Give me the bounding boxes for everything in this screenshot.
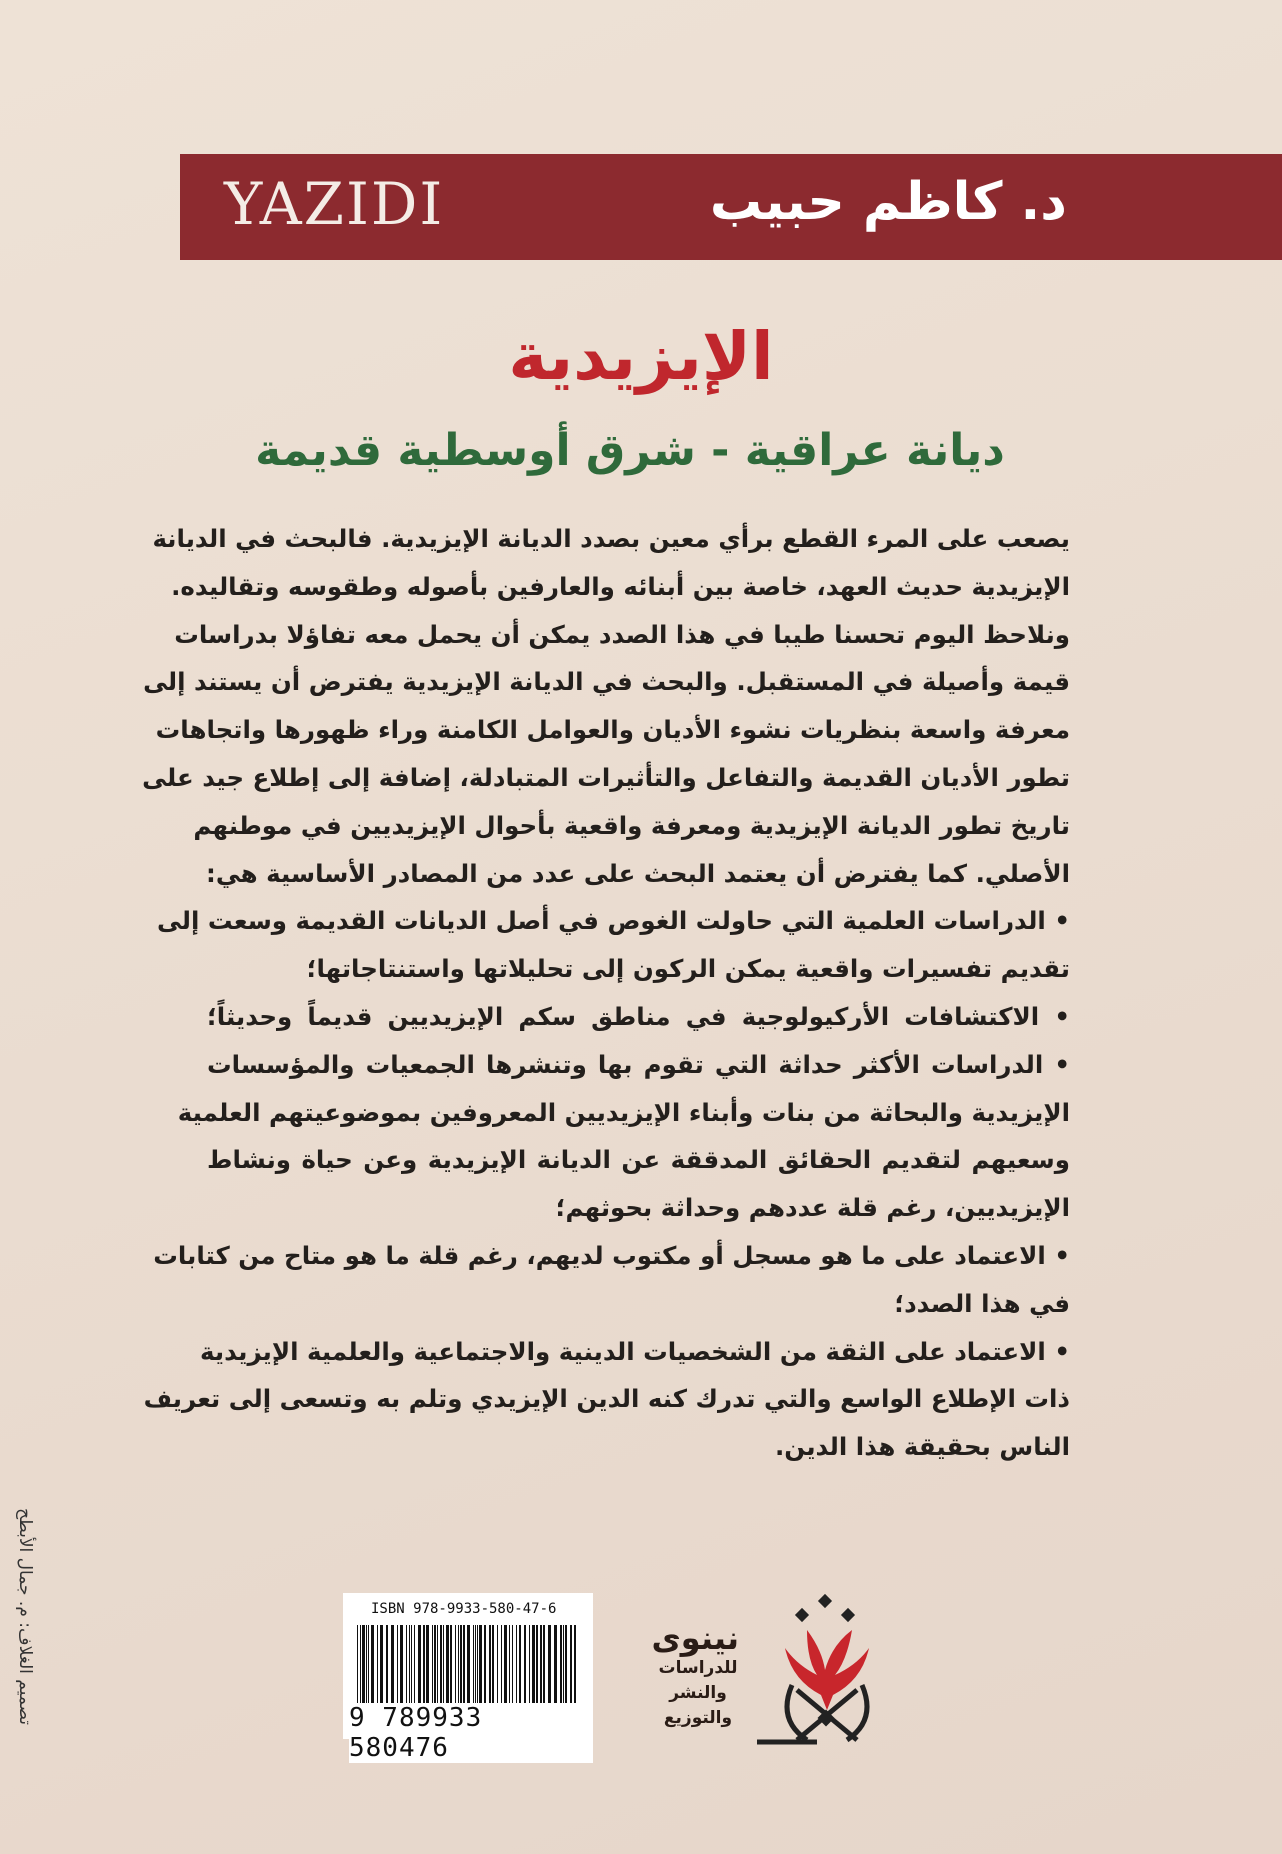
barcode-bar [574,1625,576,1713]
barcode-bar [524,1625,526,1713]
barcode-bar [440,1625,442,1713]
blurb-line: • الاكتشافات الأركيولوجية في مناطق سكم الإيزيديين قديماً وحديثاً؛ [207,1001,1070,1031]
blurb-line: في هذا الصدد؛ [894,1288,1070,1318]
barcode-bar [554,1625,557,1713]
barcode-bar [423,1625,425,1713]
barcode-bar [501,1625,502,1713]
barcode-bar [357,1625,358,1713]
barcode-bar [455,1625,456,1713]
barcode-bar [386,1625,388,1713]
barcode-bar [437,1625,438,1713]
barcode-bar [548,1625,551,1713]
barcode-bar [368,1625,369,1713]
book-subtitle: ديانة عراقية - شرق أوسطية قديمة [255,425,1005,476]
barcode-bar [543,1625,545,1713]
blurb-line: • الدراسات الأكثر حداثة التي تقوم بها وتنشرها الجمعيات والمؤسسات [207,1049,1070,1079]
publisher-line-3: والتوزيع [663,1708,733,1728]
book-title: الإيزيدية [508,318,774,395]
barcode-bar [467,1625,470,1713]
barcode-bar [458,1625,459,1713]
barcode-bar [460,1625,462,1713]
barcode-bar [473,1625,474,1713]
barcode-bar [504,1625,507,1713]
barcode-bar [426,1625,429,1713]
barcode-bar [450,1625,452,1713]
barcode-bar [371,1625,374,1713]
barcode-bar [489,1625,491,1713]
barcode-bar [529,1625,530,1713]
barcode-bar [377,1625,378,1713]
blurb-line: • الدراسات العلمية التي حاولت الغوص في أصل الديانات القديمة وسعت إلى [157,906,1070,936]
barcode-bar [570,1625,572,1713]
barcode-bar [434,1625,436,1713]
barcode-bar [411,1625,412,1713]
barcode-bar [406,1625,407,1713]
barcode-bar [512,1625,513,1713]
blurb-line: تطور الأديان القديمة والتفاعل والتأثيرات المتبادلة، إضافة إلى إطلاع جيد على [142,762,1070,792]
blurb-line: • الاعتماد على الثقة من الشخصيات الدينية والاجتماعية والعلمية الإيزيدية [200,1336,1070,1366]
barcode-bar [443,1625,444,1713]
blurb-line: قيمة وأصيلة في المستقبل. والبحث في الديانة الإيزيدية يفترض أن يستند إلى [143,667,1070,697]
barcode-bar [479,1625,482,1713]
blurb-line: ذات الإطلاع الواسع والتي تدرك كنه الدين الإيزيدي وتلم به وتسعى إلى تعريف [143,1384,1070,1414]
barcode-bar [475,1625,476,1713]
blurb-line: ونلاحظ اليوم تحسنا طيبا في هذا الصدد يمكن أن يحمل معه تفاؤلا بدراسات [174,619,1070,649]
barcode-bar [463,1625,465,1713]
barcode-bar [446,1625,449,1713]
blurb-line: وسعيهم لتقديم الحقائق المدققة عن الديانة الإيزيدية وعن حياة ونشاط [207,1145,1070,1175]
title-banner [180,154,1282,260]
barcode-bar [414,1625,415,1713]
latin-title: YAZIDI [224,170,445,238]
isbn-barcode [343,1593,593,1763]
blurb-line: • الاعتماد على ما هو مسجل أو مكتوب لديهم، رغم قلة ما هو متاح من كتابات [153,1240,1070,1270]
barcode-bar [492,1625,494,1713]
isbn-label: ISBN 978-9933-580-47-6 [371,1601,557,1617]
barcode-bar [560,1625,562,1713]
barcode-bar [540,1625,542,1713]
publisher-line-1: للدراسات [658,1658,738,1678]
barcode-bar [366,1625,367,1713]
blurb-line: تقديم تفسيرات واقعية يمكن الركون إلى تحليلاتها واستنتاجاتها؛ [306,954,1070,984]
barcode-bar [360,1625,361,1713]
barcode-bar [563,1625,564,1713]
blurb-line: الناس بحقيقة هذا الدين. [774,1432,1070,1462]
barcode-bar [565,1625,567,1713]
blurb-line: تاريخ تطور الديانة الإيزيدية ومعرفة واقعية بأحوال الإيزيديين في موطنهم [193,810,1070,840]
barcode-bar [397,1625,398,1713]
barcode-bar [509,1625,510,1713]
barcode-bar [432,1625,433,1713]
blurb-line: الإيزيدية حديث العهد، خاصة بين أبنائه والعارفين بأصوله وطقوسه وتقاليده. [171,571,1070,601]
barcode-digits: 9 789933 580476 [349,1703,593,1763]
blurb-line: الأصلي. كما يفترض أن يعتمد البحث على عدد من المصادر الأساسية هي: [206,858,1070,888]
blurb-line: الإيزيدية والبحاثة من بنات وأبناء الإيزيديين المعروفين بموضوعيتهم العلمية [177,1097,1070,1127]
cover-designer-credit: تصميم الغلاف: م. جمال الأبطح [15,1508,35,1725]
blurb-line: معرفة واسعة بنظريات نشوء الأديان والعوامل الكامنة وراء ظهورها واتجاهات [155,715,1070,745]
barcode-bar [391,1625,394,1713]
barcode-bar [380,1625,383,1713]
author-name: د. كاظم حبيب [709,172,1067,232]
publisher-logo-icon [651,1590,877,1750]
barcode-bar [362,1625,365,1713]
barcode-bar [477,1625,478,1713]
blurb-text [142,515,1070,1471]
barcode-bar [532,1625,535,1713]
publisher-line-2: والنشر [669,1683,727,1703]
barcode-bar [418,1625,421,1713]
publisher-name: نينوى [651,1619,739,1657]
barcode-bar [516,1625,517,1713]
barcode-bar [409,1625,410,1713]
barcode-bar [536,1625,538,1713]
barcode-bar [400,1625,403,1713]
barcode-bar [519,1625,521,1713]
barcode-bar [497,1625,498,1713]
barcode-bar [484,1625,486,1713]
blurb-line: يصعب على المرء القطع برأي معين بصدد الديانة الإيزيدية. فالبحث في الديانة [152,524,1070,553]
blurb-line: الإيزيديين، رغم قلة عددهم وحداثة بحوثهم؛ [555,1193,1070,1223]
